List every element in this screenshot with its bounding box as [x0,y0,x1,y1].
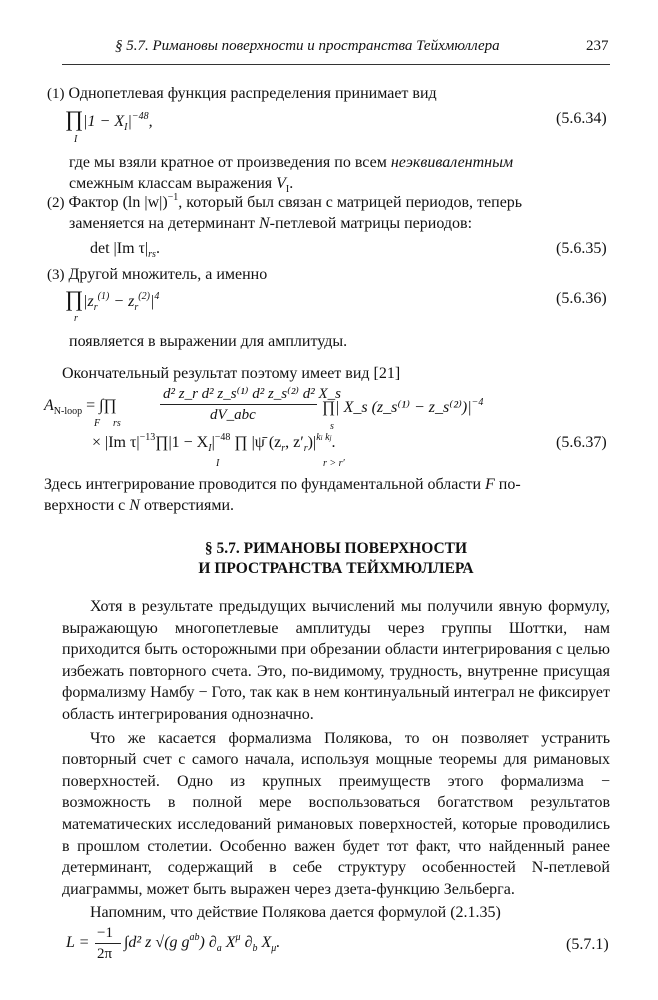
eq-fraction-den: 2π [97,946,113,962]
eq-term: |z [83,293,94,310]
eq-superscript: −48 [131,111,149,122]
eq-term: ∏|1 − X [155,434,209,451]
eq-subscript: b [252,943,258,954]
after-text: Здесь интегрирование проводится по фундаментальной области [44,476,482,493]
note-var: V [276,175,286,192]
eq-term: A [44,397,54,414]
item-2-text: , который был связан с матрицей периодов, теперь [178,194,523,211]
eq-rhs [124,934,280,952]
eq-term: , [148,113,153,130]
eq-term: ∫d² z √(g g [124,934,190,951]
item-2 [47,193,522,215]
eq-subscript: a [216,943,222,954]
product-symbol: ∏ [65,106,84,131]
item-2-superscript: −1 [167,192,179,203]
eq-superscript: −48 [214,432,231,443]
item-2-text: -петлевой матрицы периодов: [269,215,473,232]
item-3-number: (3) [47,267,65,283]
after-line-1 [44,475,521,495]
under-s: s [330,421,334,432]
eq-term: ) ∂ [199,934,217,951]
note-text: смежным классам выражения [69,175,273,192]
eq-term: . [331,434,336,451]
eq-term: det |Im τ| [90,240,149,257]
after-var: N [129,497,140,514]
item-2-line-2 [69,214,472,234]
eq-term: − z [109,293,135,310]
eq-subscript: r [134,302,139,313]
final-intro: Окончательный результат поэтому имеет вид [21] [62,365,401,382]
equation-5-6-36 [65,286,159,312]
after-text: верхности с [44,497,126,514]
item-1-number: (1) [47,86,65,102]
paragraph-1: Хотя в результате предыдущих вычислений мы получили явную формулу, выражающую многопетлевые амплитуды через группы Шоттки, нам приходится быть осторожными при обрезании области интегрирования с целью избежать повторного счета. Это, по-видимому, трудность, внутренне присущая формализму Намбу − Гото, так как в нем континуальный интеграл не фиксирует область интегрирования однозначно. [62,598,610,723]
eq-term: | [149,293,155,310]
eq-subscript: I [124,122,128,133]
eq-subscript: rs [148,249,156,260]
eq-term: L = [66,934,90,951]
after-var: F [485,476,495,493]
eq-term: . [276,934,281,951]
after-text: по- [498,476,521,493]
equation-number: (5.7.1) [566,936,609,953]
paragraph-2: Что же касается формализма Полякова, то он позволяет устранить повторный счет с самого начала, используя мощные теоремы для римановых поверхностей. Одно из крупных преимуществ этого формализма − возможность в полной мере воспользоваться богатством результатов математических исследований римановых поверхностей, которые проводились в прошлом столетии. Особенно важен будет тот факт, что найденный ранее детерминант, содержащий в себе структуру особенностей N-петлевой диаграммы, может быть выражен через дзета-функцию Зельберга. [62,729,610,898]
eq-subscript: I [208,443,212,454]
running-header-title: § 5.7. Римановы поверхности и пространства Тейхмюллера [115,38,500,54]
eq-term: ∏| X_s (z_s⁽¹⁾ − z_s⁽²⁾)| [322,399,472,416]
section-heading-line-1: § 5.7. РИМАНОВЫ ПОВЕРХНОСТИ [204,540,468,557]
note-text: . [289,175,294,192]
section-heading-line-2: И ПРОСТРАНСТВА ТЕЙХМЮЛЛЕРА [198,560,474,577]
eq-superscript: (2) [138,291,150,302]
equation-number: (5.6.35) [556,240,607,257]
fraction-denominator: dV_abc [210,407,256,423]
eq-subscript: r [93,302,98,313]
item-1-text: Однопетлевая функция распределения принимает вид [68,85,437,102]
item-2-text: Фактор (ln |w|) [68,194,168,211]
eq-subscript: r [303,443,308,454]
equation-5-6-37-line2 [92,434,336,452]
equation-5-7-1 [66,934,89,952]
item-3-text: Другой множитель, а именно [68,266,268,283]
eq-term: | [211,434,215,451]
body-text [62,596,610,924]
header-rule [62,64,610,65]
under-I: I [216,458,220,469]
eq3-index: r [74,313,78,324]
eq-term: × |Im τ| [92,434,140,451]
equation-number: (5.6.34) [556,110,607,127]
eq-term: )| [307,434,317,451]
eq1-index: I [74,134,78,145]
paragraph-3: Напомним, что действие Полякова дается формулой (2.1.35) [90,904,501,922]
eq-term: X [221,934,236,951]
item-3 [47,265,267,285]
equation-number: (5.6.36) [556,290,607,307]
eq-superscript: 4 [154,291,160,302]
equation-5-6-35 [90,240,160,258]
item-2-var: N [258,215,270,232]
eq-term: |1 − X [83,113,125,130]
product-symbol: ∏ [65,286,84,311]
item-3-after: появляется в выражении для амплитуды. [69,333,348,350]
eq-superscript: k [322,432,330,443]
item-1 [47,84,437,104]
eq-term: ∂ [240,934,253,951]
note-subscript: I [285,184,290,195]
eq-superscript: −13 [139,432,156,443]
eq-term: | [127,113,132,130]
eq-superscript: i [320,434,323,442]
eq-superscript: (1) [97,291,110,302]
equation-rhs [322,397,483,417]
after-line-2 [44,496,234,516]
under-product: rs [113,418,121,429]
equation-5-6-34 [65,106,153,132]
eq-superscript: ab [189,932,200,943]
eq-term: X [257,934,272,951]
page-number: 237 [586,38,609,54]
note-line-1 [69,153,513,173]
fraction-bar [160,404,317,405]
eq-term: = ∫∏ [82,397,117,414]
eq-term: . [155,240,160,257]
eq-superscript: k [316,432,321,443]
item-2-number: (2) [47,195,65,211]
note-italic: неэквивалентным [390,154,514,171]
item-2-text: заменяется на детерминант [69,215,255,232]
under-integral: F [94,418,101,429]
eq-subscript: r [281,443,286,454]
fraction-numerator: d² z_r d² z_s⁽¹⁾ d² z_s⁽²⁾ d² X_s [163,386,341,402]
after-text: отверстиями. [143,497,234,514]
eq-subscript: N-loop [53,406,83,417]
eq-fraction-bar [95,943,121,944]
equation-5-6-37-line1 [44,397,117,415]
eq-superscript: μ [235,932,241,943]
eq-term: ∏ |ψ̄ (z [230,434,282,451]
under-r: r > r′ [323,458,345,469]
note-text: где мы взяли кратное от произведения по всем [69,154,387,171]
eq-superscript: j [329,434,332,442]
eq-superscript: −4 [471,397,484,408]
eq-fraction-num: −1 [97,925,113,941]
eq-subscript: μ [271,943,277,954]
equation-number: (5.6.37) [556,434,607,451]
eq-term: , z′ [285,434,304,451]
